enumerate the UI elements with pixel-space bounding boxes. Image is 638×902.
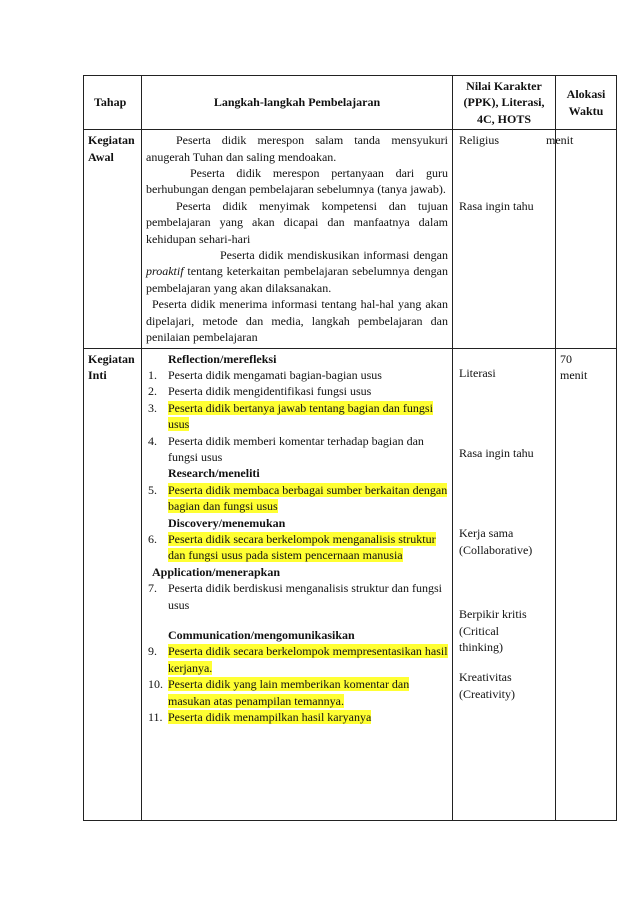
row-kegiatan-awal bbox=[84, 130, 617, 348]
nilai-rasa-ingin-tahu: Rasa ingin tahu bbox=[459, 198, 534, 213]
lesson-plan-table bbox=[83, 75, 617, 821]
step-text: Peserta didik menyimak kompetensi dan tujuan pembelajaran yang akan dicapai dan manfaatnya dalam kehidupan sehari-hari bbox=[146, 198, 448, 246]
step-text: Peserta didik merespon salam tanda mensyukuri anugerah Tuhan dan saling mendoakan. bbox=[146, 133, 448, 164]
list-item: 3. Peserta didik bertanya jawab tentang bagian dan fungsi usus bbox=[148, 400, 433, 432]
nilai-kerja-sama: Kerja sama bbox=[459, 526, 514, 541]
list-item: 4. Peserta didik memberi komentar terhadap bagian dan fungsi usus bbox=[148, 433, 424, 464]
list-item: 10. Peserta didik yang lain memberikan komentar dan masukan atas penampilan temannya. bbox=[148, 677, 410, 708]
list-item: 1. Peserta didik mengamati bagian-bagian usus bbox=[148, 367, 382, 382]
list-item: 6. Peserta didik secara berkelompok menganalisis struktur dan fungsi usus pada sistem pencernaan manusia bbox=[148, 531, 436, 563]
langkah-inti bbox=[142, 348, 453, 820]
header-tahap: Tahap bbox=[84, 76, 142, 130]
nilai-religius: Religius bbox=[459, 133, 500, 148]
step-text: Peserta didik merespon pertanyaan dari guru berhubungan dengan pembelajaran sebelumnya (tanya jawab). bbox=[146, 166, 448, 197]
step-text: Peserta didik mendiskusikan informasi dengan proaktif tentang keterkaitan pembelajaran sebelumnya dengan pembelajaran yang akan dilaksanakan. bbox=[146, 248, 448, 295]
section-discovery: Discovery/menemukan bbox=[168, 515, 286, 530]
table-header-row bbox=[84, 76, 617, 130]
section-communication: Communication/mengomunikasikan bbox=[168, 628, 355, 642]
nilai-rasa-ingin-tahu: Rasa ingin tahu bbox=[459, 445, 534, 460]
list-item: 2. Peserta didik mengidentifikasi fungsi usus bbox=[148, 384, 372, 399]
waktu-menit: menit bbox=[560, 367, 588, 382]
tahap-inti: Kegiatan Inti bbox=[84, 348, 142, 820]
step-text: Peserta didik menerima informasi tentang hal-hal yang akan dipelajari, metode dan media, langkah pembelajaran dan penilaian pembelajaran bbox=[146, 297, 448, 345]
langkah-awal bbox=[142, 130, 453, 348]
waktu-awal bbox=[546, 130, 617, 348]
nilai-inti: Literasi Rasa ingin tahu Kerja sama (Collaborative) Berpikir kritis (Critical thinking) Kreativitas (Creativity) bbox=[453, 348, 556, 820]
nilai-literasi: Literasi bbox=[459, 365, 496, 380]
list-item: 9. Peserta didik secara berkelompok mempresentasikan hasil kerjanya. bbox=[148, 644, 448, 675]
waktu-70: 70 bbox=[560, 351, 572, 366]
tahap-awal: Kegiatan Awal bbox=[84, 130, 142, 348]
list-item: 7. Peserta didik berdiskusi menganalisis struktur dan fungsi usus bbox=[148, 581, 442, 612]
nilai-awal bbox=[453, 130, 556, 348]
section-reflection: Reflection/merefleksi bbox=[168, 351, 277, 366]
header-langkah: Langkah-langkah Pembelajaran bbox=[142, 76, 453, 130]
list-item: 11. Peserta didik menampilkan hasil karyanya bbox=[148, 710, 372, 725]
header-nilai: Nilai Karakter (PPK), Literasi, 4C, HOTS bbox=[453, 76, 556, 130]
section-research: Research/meneliti bbox=[168, 466, 260, 481]
row-kegiatan-inti bbox=[84, 348, 617, 820]
nilai-berpikir-kritis: Berpikir kritis bbox=[459, 607, 527, 622]
nilai-kreativitas: Kreativitas bbox=[459, 670, 512, 685]
header-alokasi: Alokasi Waktu bbox=[556, 76, 617, 130]
waktu-inti bbox=[556, 348, 617, 820]
section-application: Application/menerapkan bbox=[152, 564, 281, 579]
waktu-menit: menit bbox=[546, 133, 574, 148]
list-item: 5. Peserta didik membaca berbagai sumber berkaitan dengan bagian dan fungsi usus bbox=[148, 482, 448, 514]
